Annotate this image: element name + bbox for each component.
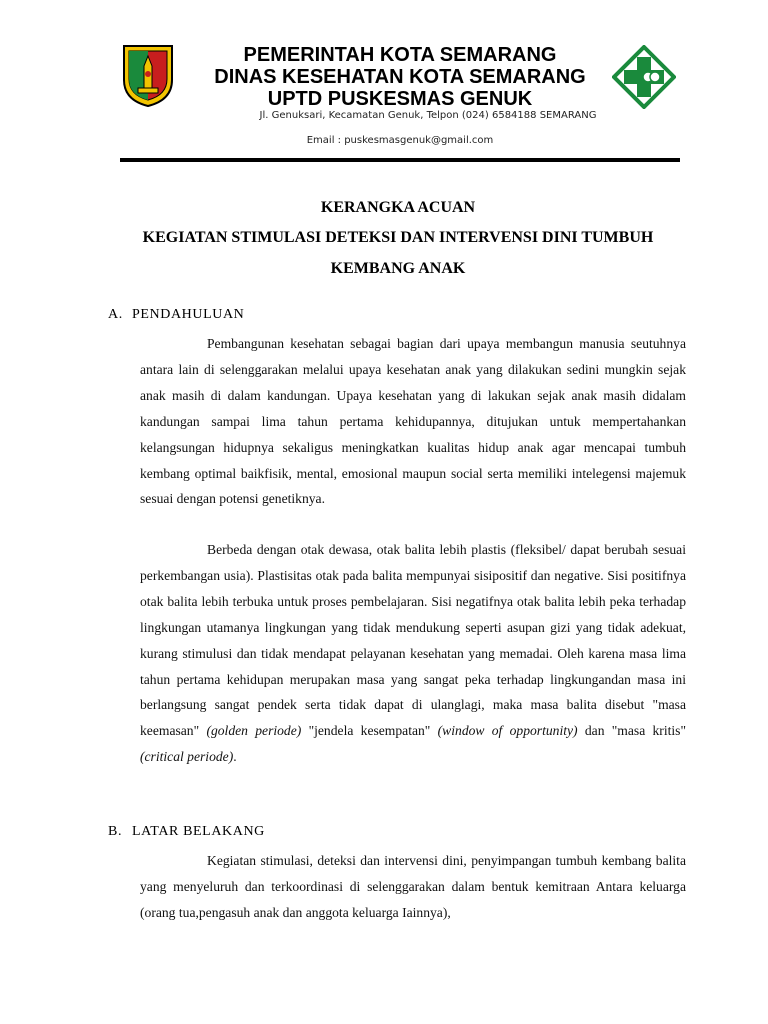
paragraph-text: Berbeda dengan otak dewasa, otak balita lebih plastis (fleksibel/ dapat berubah sesuai perkembangan usia). Plastisitas otak pada balita mempunyai sisipositif dan negative. Sisi positifnya otak balita lebih terbuka untuk proses pembelajaran. Sisi negatifnya otak balita lebih peka terhadap lingkungan utamanya lingkungan yang tidak mendukung seperti asupan gizi yang tidak adekuat, kurang stimulusi dan tidak mendapat pelayanan kesehatan yang memadai. Oleh karena masa lima tahun pertama kehidupan merupakan masa yang sangat peka terhadap lingkungandan masa ini berlangsung sangat pendek serta tidak dapat di ulanglagi, maka masa balita disebut "masa keemasan" [140, 542, 686, 739]
section-letter: B. [108, 824, 123, 839]
paragraph-italic: (critical periode) [140, 749, 234, 765]
section-title: PENDAHULUAN [132, 307, 245, 322]
paragraph-text: dan "masa kritis" [584, 723, 687, 739]
document-subtitle-line1: KEGIATAN STIMULASI DETEKSI DAN INTERVENSI DINI TUMBUH [142, 229, 654, 246]
paragraph-italic: (golden periode) [206, 723, 302, 739]
letterhead-line1: PEMERINTAH KOTA SEMARANG [243, 44, 557, 66]
letterhead-address: Jl. Genuksari, Kecamatan Genuk, Telpon (024) 6584188 SEMARANG [259, 110, 597, 121]
document-subtitle-line2: KEMBANG ANAK [330, 260, 466, 277]
letterhead-email: Email : puskesmasgenuk@gmail.com [306, 135, 494, 146]
letterhead-line3: UPTD PUSKESMAS GENUK [267, 88, 533, 110]
document-title: KERANGKA ACUAN [320, 199, 476, 216]
paragraph: Kegiatan stimulasi, deteksi dan intervensi dini, penyimpangan tumbuh kembang balita yang menyeluruh dan terkoordinasi di selenggarakan dalam bentuk kemitraan Antara keluarga (orang tua,pengasuh anak dan anggota keluarga Iainnya), [140, 853, 686, 920]
section-heading-latar-belakang [108, 824, 265, 840]
puskesmas-cross-icon [612, 45, 676, 109]
paragraph-italic: (window of opportunity) [437, 723, 578, 739]
paragraph-text: "jendela kesempatan" [308, 723, 431, 739]
paragraph: Pembangunan kesehatan sebagai bagian dari upaya membangun manusia seutuhnya antara lain di selenggarakan melalui upaya kesehatan anak yang dilakukan sedini mungkin sejak anak masih di dalam kandungan. Upaya kesehatan yang di lakukan sejak anak masih didalam kandungan sampai lima tahun pertama kehidupannya, ditujukan untuk mempertahankan kelangsungan hidupnya sekaligus meningkatkan kualitas hidup anak agar mencapai tumbuh kembang optimal baikfisik, mental, emosional maupun social serta memiliki intelegensi majemuk sesuai dengan potensi genetiknya. [140, 336, 686, 507]
paragraph [140, 537, 686, 770]
section-letter: A. [108, 307, 123, 322]
letterhead-line2: DINAS KESEHATAN KOTA SEMARANG [214, 66, 586, 88]
letterhead-divider [120, 158, 680, 162]
section-title: LATAR BELAKANG [132, 824, 265, 839]
paragraph-text: . [233, 749, 237, 765]
section-heading-pendahuluan [108, 307, 244, 323]
